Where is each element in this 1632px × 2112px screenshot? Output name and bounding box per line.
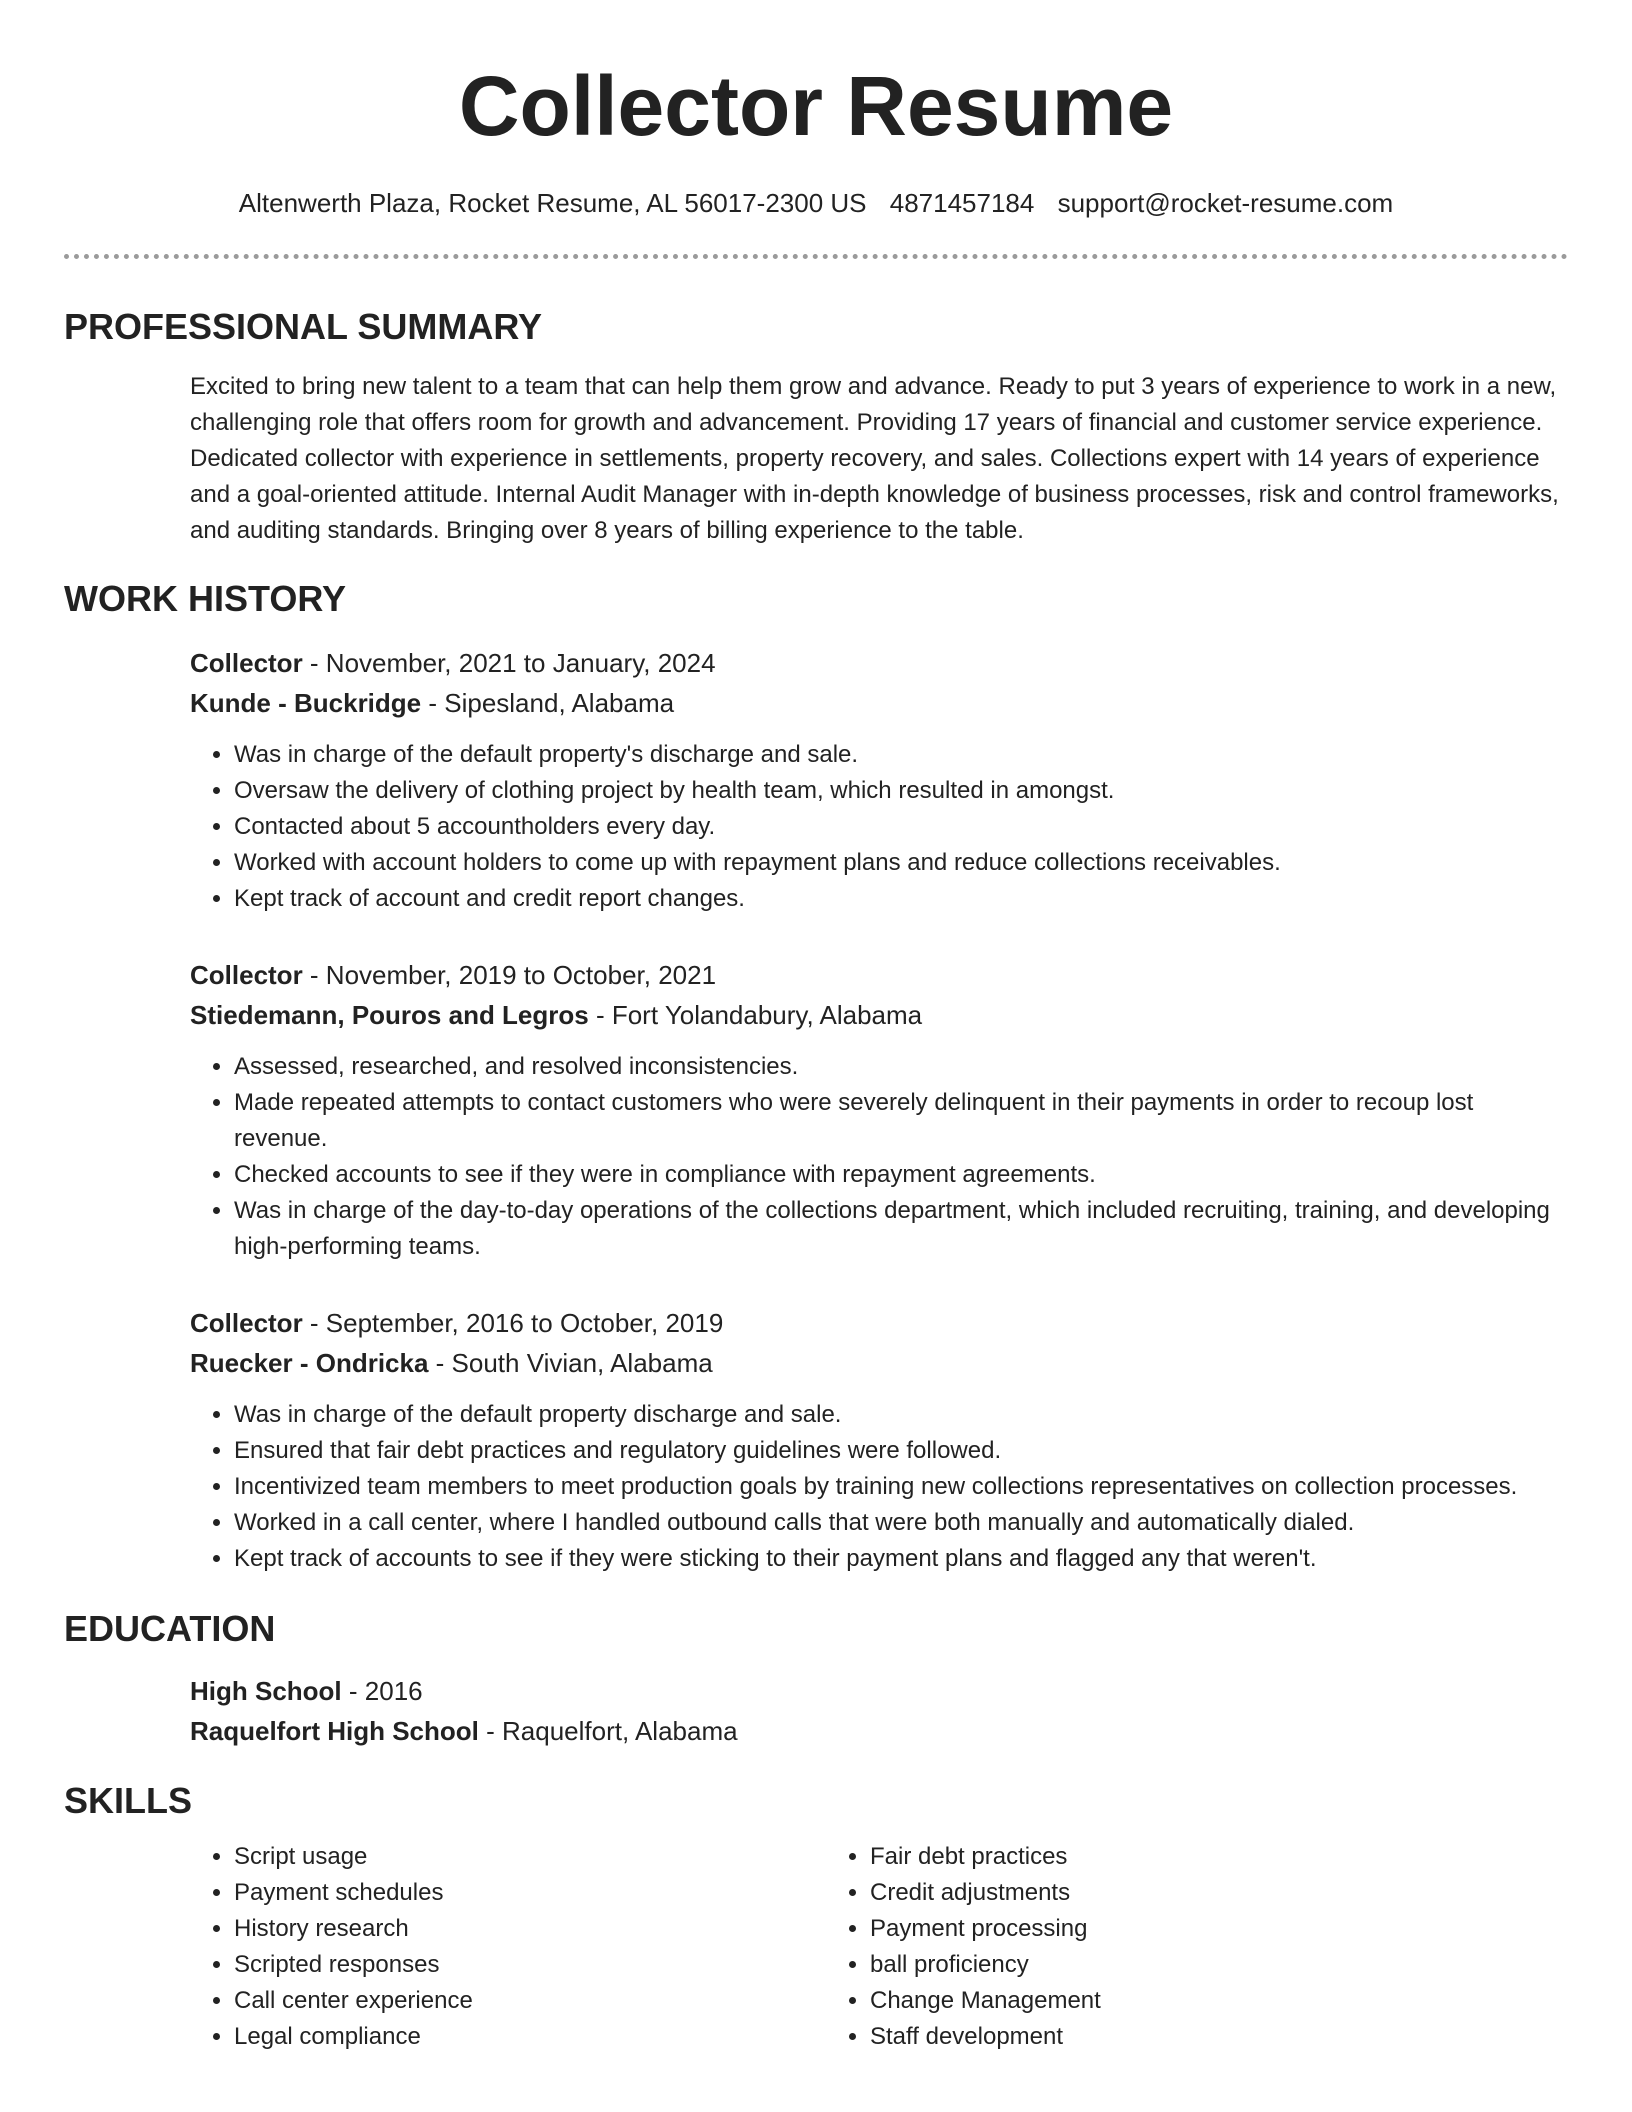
list-item: • Made repeated attempts to contact customers who were severely delinquent in their payments in order to recoup lost revenue. (234, 1085, 1568, 1157)
list-item: • Incentivized team members to meet production goals by training new collections representatives on collection processes. (234, 1469, 1568, 1505)
list-item: • Checked accounts to see if they were in compliance with repayment agreements. (234, 1157, 1568, 1193)
job-title-line (190, 643, 1568, 683)
education-entry (64, 1671, 1568, 1751)
skill-item: • ball proficiency (870, 1947, 1462, 1983)
job-title: Collector (190, 648, 303, 678)
list-item: • Was in charge of the default property discharge and sale. (234, 1397, 1568, 1433)
job-dates: - September, 2016 to October, 2019 (302, 1308, 724, 1338)
job-dates: - November, 2021 to January, 2024 (302, 648, 716, 678)
list-item: • Assessed, researched, and resolved inconsistencies. (234, 1049, 1568, 1085)
list-item: • Contacted about 5 accountholders every day. (234, 809, 1568, 845)
job-company-line (190, 995, 1568, 1035)
summary-heading: PROFESSIONAL SUMMARY (64, 306, 543, 347)
contact-email: support@rocket-resume.com (1057, 188, 1394, 218)
job-company-line (190, 1343, 1568, 1383)
education-school-line (190, 1711, 1568, 1751)
contact-line (64, 186, 1568, 220)
job-entry-2 (190, 955, 1568, 1265)
list-item: • Was in charge of the default property's discharge and sale. (234, 737, 1568, 773)
job-location: - Sipesland, Alabama (421, 688, 675, 718)
education-location: - Raquelfort, Alabama (478, 1716, 738, 1746)
skill-item: • Call center experience (234, 1983, 826, 2019)
contact-address: Altenwerth Plaza, Rocket Resume, AL 56017-2300 US (238, 188, 867, 218)
skill-item: • Credit adjustments (870, 1875, 1462, 1911)
contact-phone: 4871457184 (889, 188, 1035, 218)
list-item: • Oversaw the delivery of clothing project by health team, which resulted in amongst. (234, 773, 1568, 809)
job-company: Stiedemann, Pouros and Legros (190, 1000, 589, 1030)
skill-item: • Staff development (870, 2019, 1462, 2055)
skill-item: • Fair debt practices (870, 1839, 1462, 1875)
job-location: - Fort Yolandabury, Alabama (588, 1000, 923, 1030)
resume-title: Collector Resume (458, 59, 1174, 153)
summary-text: Excited to bring new talent to a team that can help them grow and advance. Ready to put 3 years of experience to work in a new, challenging role that offers room for growth and advancement. Providing 17 years of financial and customer service experience. Dedicated collector with experience in settlements, property recovery, and sales. Collections expert with 14 years of experience and a goal-oriented attitude. Internal Audit Manager with in-depth knowledge of business processes, risk and control frameworks, and auditing standards. Bringing over 8 years of billing experience to the table. (190, 373, 1559, 544)
list-item: • Kept track of accounts to see if they were sticking to their payment plans and flagged any that weren't. (234, 1541, 1568, 1577)
skill-item: • Change Management (870, 1983, 1462, 2019)
job-location: - South Vivian, Alabama (428, 1348, 713, 1378)
job-title-line (190, 955, 1568, 995)
education-heading: EDUCATION (64, 1608, 276, 1649)
job-title-line (190, 1303, 1568, 1343)
skills-column-left (190, 1839, 826, 2055)
job-company-line (190, 683, 1568, 723)
job-title: Collector (190, 960, 303, 990)
job-title: Collector (190, 1308, 303, 1338)
job-bullets (190, 1049, 1568, 1265)
skills-heading: SKILLS (64, 1780, 193, 1821)
education-school: Raquelfort High School (190, 1716, 479, 1746)
skill-item: • History research (234, 1911, 826, 1947)
job-company: Kunde - Buckridge (190, 688, 422, 718)
list-item: • Was in charge of the day-to-day operations of the collections department, which included recruiting, training, and developing high-performing teams. (234, 1193, 1568, 1265)
skills-list (190, 1839, 1568, 2055)
job-bullets (190, 737, 1568, 917)
list-item: • Worked in a call center, where I handled outbound calls that were both manually and automatically dialed. (234, 1505, 1568, 1541)
list-item: • Ensured that fair debt practices and regulatory guidelines were followed. (234, 1433, 1568, 1469)
skills-column-right (826, 1839, 1462, 2055)
skill-item: • Payment processing (870, 1911, 1462, 1947)
work-history-heading: WORK HISTORY (64, 578, 347, 619)
skill-item: • Script usage (234, 1839, 826, 1875)
education-degree-line (190, 1671, 1568, 1711)
education-degree: High School (190, 1676, 342, 1706)
skill-item: • Scripted responses (234, 1947, 826, 1983)
job-dates: - November, 2019 to October, 2021 (302, 960, 717, 990)
job-bullets (190, 1397, 1568, 1577)
education-year: - 2016 (341, 1676, 423, 1706)
list-item: • Kept track of account and credit report changes. (234, 881, 1568, 917)
job-entry-3 (190, 1303, 1568, 1577)
job-entry-1 (190, 643, 1568, 917)
skill-item: • Legal compliance (234, 2019, 826, 2055)
list-item: • Worked with account holders to come up with repayment plans and reduce collections receivables. (234, 845, 1568, 881)
header-divider (64, 254, 1568, 259)
skill-item: • Payment schedules (234, 1875, 826, 1911)
job-company: Ruecker - Ondricka (190, 1348, 429, 1378)
